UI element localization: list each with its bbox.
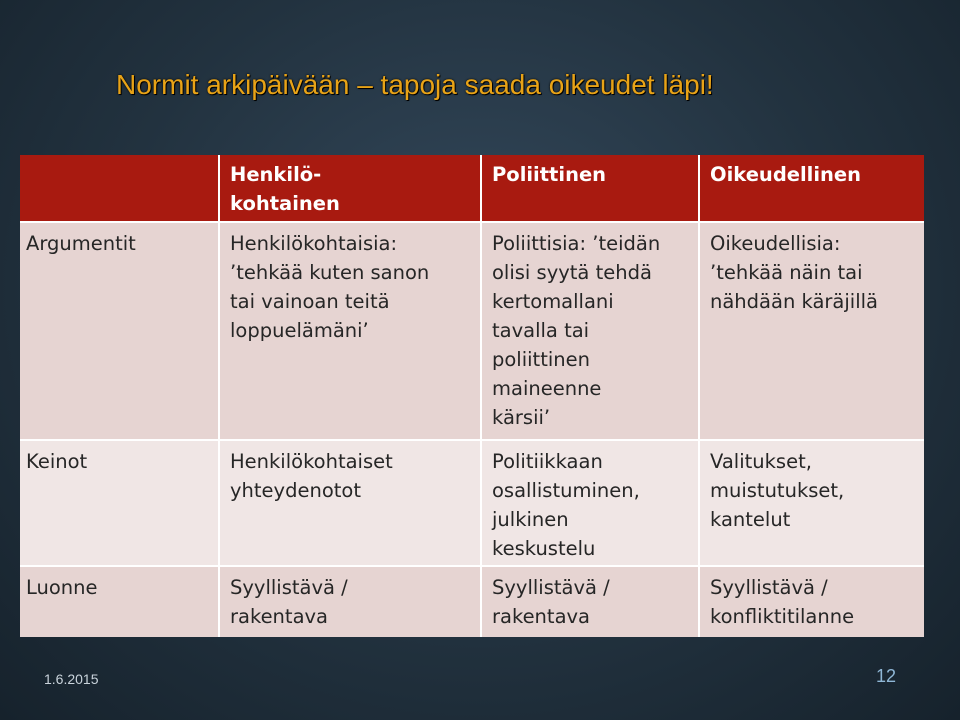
table-cell: Henkilökohtaisia: ’tehkää kuten sanon tai vainoan teitä loppuelämäni’ — [220, 223, 482, 441]
table-cell: Politiikkaan osallistuminen, julkinen keskustelu — [482, 441, 700, 567]
slide-date: 1.6.2015 — [44, 671, 99, 687]
page-number: 12 — [876, 666, 897, 686]
table-cell: Valitukset, muistutukset, kantelut — [700, 441, 924, 567]
header-cell-personal: Henkilö- kohtainen — [220, 155, 482, 223]
comparison-table — [20, 155, 924, 637]
row-label-argumentit: Argumentit — [20, 223, 220, 441]
table-cell: Syyllistävä / konfliktitilanne — [700, 567, 924, 637]
header-cell-legal: Oikeudellinen — [700, 155, 924, 223]
table-cell: Poliittisia: ’teidän olisi syytä tehdä kertomallani tavalla tai poliittinen maineenne kärsii’ — [482, 223, 700, 441]
table-cell: Henkilökohtaiset yhteydenotot — [220, 441, 482, 567]
table-cell: Syyllistävä / rakentava — [482, 567, 700, 637]
row-label-keinot: Keinot — [20, 441, 220, 567]
header-cell-political: Poliittinen — [482, 155, 700, 223]
row-label-luonne: Luonne — [20, 567, 220, 637]
table-cell: Oikeudellisia: ’tehkää näin tai nähdään käräjillä — [700, 223, 924, 441]
slide-title: Normit arkipäivään – tapoja saada oikeudet läpi! — [116, 69, 714, 100]
header-cell-empty — [20, 155, 220, 223]
table-cell: Syyllistävä / rakentava — [220, 567, 482, 637]
